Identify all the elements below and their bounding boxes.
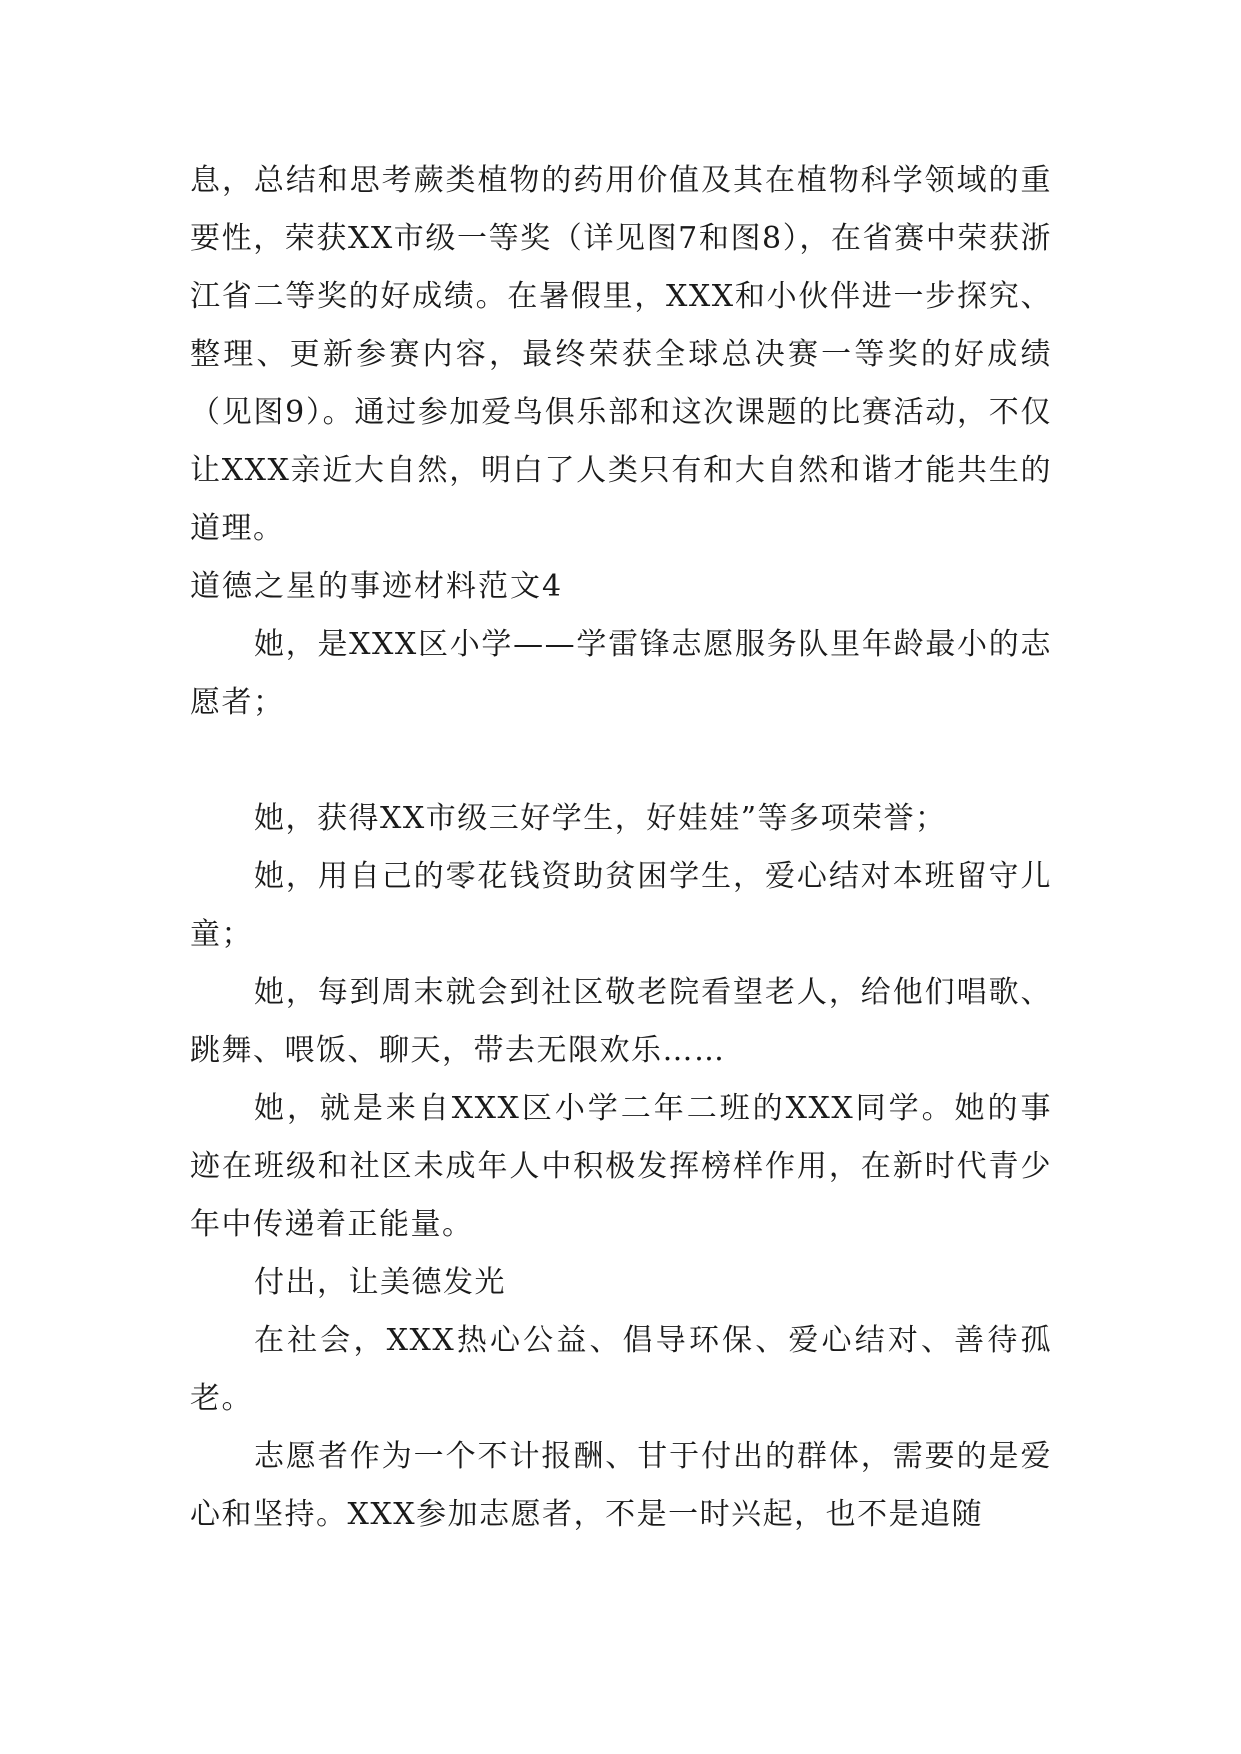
blank-line xyxy=(190,732,1052,790)
paragraph-volunteer-commitment: 志愿者作为一个不计报酬、甘于付出的群体，需要的是爱心和坚持。XXX参加志愿者，不是一时兴起，也不是追随 xyxy=(190,1439,1052,1532)
paragraph-pocket-money: 她，用自己的零花钱资助贫困学生，爱心结对本班留守儿童； xyxy=(190,859,1052,952)
paragraph-youngest-volunteer: 她，是XXX区小学——学雷锋志愿服务队里年龄最小的志愿者； xyxy=(190,627,1052,720)
section-heading: 道德之星的事迹材料范文4 xyxy=(190,569,564,604)
paragraph-introduction: 她，就是来自XXX区小学二年二班的XXX同学。她的事迹在班级和社区未成年人中积极发挥榜样作用，在新时代青少年中传递着正能量。 xyxy=(190,1091,1052,1242)
paragraph-public-welfare: 在社会，XXX热心公益、倡导环保、爱心结对、善待孤老。 xyxy=(190,1323,1052,1416)
document-body xyxy=(190,152,1052,1544)
paragraph-nursing-home: 她，每到周末就会到社区敬老院看望老人，给他们唱歌、跳舞、喂饭、聊天，带去无限欢乐…… xyxy=(190,975,1052,1068)
paragraph-continuation: 息，总结和思考蕨类植物的药用价值及其在植物科学领域的重要性，荣获XX市级一等奖（详见图7和图8），在省赛中荣获浙江省二等奖的好成绩。在暑假里，XXX和小伙伴进一步探究、整理、更新参赛内容，最终荣获全球总决赛一等奖的好成绩（见图9）。通过参加爱鸟俱乐部和这次课题的比赛活动，不仅让XXX亲近大自然，明白了人类只有和大自然和谐才能共生的道理。 xyxy=(190,163,1052,546)
paragraph-honors: 她，获得XX市级三好学生，好娃娃”等多项荣誉； xyxy=(254,801,947,836)
subheading-virtue: 付出，让美德发光 xyxy=(254,1265,506,1300)
